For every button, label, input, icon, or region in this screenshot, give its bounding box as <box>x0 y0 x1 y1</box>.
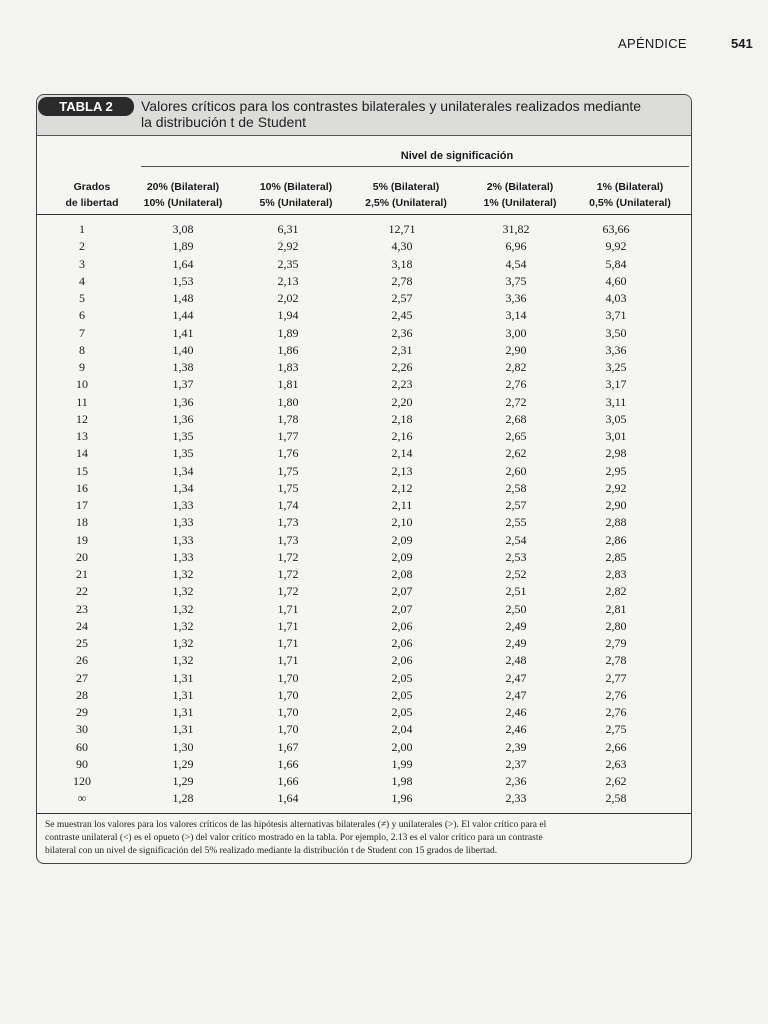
cell-10-bilateral: 1,72 <box>277 549 299 564</box>
table-row <box>37 411 691 428</box>
cell-2-bilateral: 2,33 <box>505 791 527 806</box>
cell-1-bilateral: 2,82 <box>605 584 627 599</box>
cell-degrees: 27 <box>76 670 88 685</box>
table-row <box>37 445 691 462</box>
cell-1-bilateral: 2,62 <box>605 774 627 788</box>
cell-20-bilateral: 1,29 <box>172 774 194 788</box>
cell-2-bilateral: 2,76 <box>505 377 527 392</box>
cell-20-bilateral: 1,48 <box>172 291 194 305</box>
cell-5-bilateral: 2,23 <box>391 377 413 392</box>
cell-20-bilateral: 3,08 <box>172 222 194 236</box>
cell-5-bilateral: 2,18 <box>391 411 413 426</box>
cell-1-bilateral: 3,36 <box>605 342 627 357</box>
cell-10-bilateral: 1,70 <box>277 687 299 702</box>
cell-2-bilateral: 2,47 <box>505 687 527 702</box>
cell-degrees: 20 <box>76 549 88 564</box>
cell-degrees: 8 <box>79 342 85 357</box>
cell-20-bilateral: 1,28 <box>172 791 194 806</box>
cell-20-bilateral: 1,29 <box>172 756 194 771</box>
running-head: APÉNDICE <box>618 36 687 51</box>
cell-degrees: 12 <box>76 411 88 426</box>
cell-1-bilateral: 2,83 <box>605 567 627 581</box>
column-header-20-bilateral <box>128 179 238 211</box>
cell-2-bilateral: 2,60 <box>505 463 527 478</box>
cell-degrees: 60 <box>76 739 88 754</box>
cell-20-bilateral: 1,36 <box>172 411 194 426</box>
footer-divider <box>37 813 691 814</box>
cell-degrees: 5 <box>79 291 85 305</box>
cell-2-bilateral: 2,90 <box>505 342 527 357</box>
cell-1-bilateral: 2,79 <box>605 636 627 650</box>
cell-10-bilateral: 1,70 <box>277 722 299 737</box>
cell-10-bilateral: 1,76 <box>277 446 299 461</box>
cell-5-bilateral: 2,14 <box>391 446 413 461</box>
cell-20-bilateral: 1,32 <box>172 601 194 616</box>
cell-2-bilateral: 2,51 <box>505 584 527 599</box>
column-header-line-1: 2% (Bilateral) <box>486 181 554 193</box>
cell-degrees: 28 <box>76 687 88 702</box>
table-row <box>37 221 691 238</box>
cell-5-bilateral: 2,05 <box>391 705 413 719</box>
table-row <box>37 756 691 773</box>
cell-20-bilateral: 1,32 <box>172 584 194 599</box>
table-row <box>37 721 691 738</box>
cell-2-bilateral: 2,62 <box>505 446 527 461</box>
column-header-line-2: 5% (Unilateral) <box>259 197 333 209</box>
cell-5-bilateral: 2,11 <box>391 498 413 512</box>
footnote-line: contraste unilateral (<) es el opueto (>) del valor crítico mostrado en la tabla. Por ejemplo, 2.13 es el valor crítico para un contraste <box>45 833 543 843</box>
cell-20-bilateral: 1,33 <box>172 515 194 530</box>
table-row <box>37 342 691 359</box>
cell-2-bilateral: 2,46 <box>505 705 527 719</box>
cell-10-bilateral: 1,71 <box>277 601 299 616</box>
cell-5-bilateral: 2,78 <box>391 273 413 288</box>
cell-2-bilateral: 2,47 <box>505 670 527 685</box>
cell-5-bilateral: 2,09 <box>391 532 413 547</box>
cell-2-bilateral: 2,82 <box>505 360 527 374</box>
cell-2-bilateral: 3,75 <box>505 273 527 288</box>
cell-10-bilateral: 1,66 <box>277 756 299 771</box>
cell-degrees: 18 <box>76 515 88 530</box>
table-title-line-2: la distribución t de Student <box>141 114 306 130</box>
table-row <box>37 635 691 652</box>
table-row <box>37 325 691 342</box>
cell-degrees: 15 <box>76 463 88 478</box>
cell-5-bilateral: 2,07 <box>391 601 413 616</box>
cell-5-bilateral: 2,08 <box>391 567 413 581</box>
table-row <box>37 618 691 635</box>
table-label-badge: TABLA 2 <box>38 97 134 116</box>
cell-5-bilateral: 12,71 <box>388 222 416 236</box>
cell-1-bilateral: 2,90 <box>605 498 627 512</box>
cell-1-bilateral: 5,84 <box>605 256 627 271</box>
table-row <box>37 601 691 618</box>
cell-degrees: 19 <box>76 532 88 547</box>
cell-degrees: 16 <box>76 480 88 495</box>
table-body <box>37 221 691 808</box>
cell-2-bilateral: 3,14 <box>505 308 527 323</box>
cell-1-bilateral: 2,85 <box>605 549 627 564</box>
cell-1-bilateral: 4,03 <box>605 291 627 305</box>
cell-5-bilateral: 1,98 <box>391 774 413 788</box>
page-header <box>0 36 768 56</box>
cell-10-bilateral: 1,89 <box>277 325 299 340</box>
cell-5-bilateral: 2,04 <box>391 722 413 737</box>
table-row <box>37 256 691 273</box>
cell-10-bilateral: 1,71 <box>277 653 299 668</box>
table-row <box>37 514 691 531</box>
cell-5-bilateral: 1,96 <box>391 791 413 806</box>
table-row <box>37 290 691 307</box>
cell-1-bilateral: 2,81 <box>605 601 627 616</box>
cell-10-bilateral: 1,67 <box>277 739 299 754</box>
cell-degrees: 9 <box>79 360 85 374</box>
cell-20-bilateral: 1,33 <box>172 549 194 564</box>
column-header-line-2: 1% (Unilateral) <box>483 197 557 209</box>
cell-10-bilateral: 1,78 <box>277 411 299 426</box>
cell-2-bilateral: 2,49 <box>505 618 527 633</box>
cell-20-bilateral: 1,89 <box>172 239 194 254</box>
cell-degrees: 3 <box>79 256 85 271</box>
cell-2-bilateral: 4,54 <box>505 256 527 271</box>
cell-2-bilateral: 2,39 <box>505 739 527 754</box>
cell-20-bilateral: 1,37 <box>172 377 194 392</box>
cell-1-bilateral: 3,05 <box>605 411 627 426</box>
footnote-line: Se muestran los valores para los valores críticos de las hipótesis alternativas bilaterales (≠) y unilaterales (>). El valor crítico para el <box>45 820 547 830</box>
table-row <box>37 549 691 566</box>
cell-5-bilateral: 2,05 <box>391 670 413 685</box>
cell-10-bilateral: 2,35 <box>277 256 299 271</box>
cell-10-bilateral: 1,94 <box>277 308 299 323</box>
cell-1-bilateral: 9,92 <box>605 239 627 254</box>
cell-20-bilateral: 1,32 <box>172 653 194 668</box>
cell-1-bilateral: 2,77 <box>605 670 627 685</box>
cell-2-bilateral: 2,50 <box>505 601 527 616</box>
cell-degrees: 24 <box>76 618 88 633</box>
cell-5-bilateral: 2,26 <box>391 360 413 374</box>
cell-degrees: 25 <box>76 636 88 650</box>
column-header-5-bilateral <box>351 179 461 211</box>
cell-1-bilateral: 3,50 <box>605 325 627 340</box>
table-row <box>37 652 691 669</box>
column-header-line-2: 0,5% (Unilateral) <box>589 197 671 209</box>
cell-20-bilateral: 1,31 <box>172 705 194 719</box>
cell-10-bilateral: 1,64 <box>277 791 299 806</box>
table-caption <box>37 95 691 136</box>
cell-20-bilateral: 1,35 <box>172 429 194 443</box>
cell-10-bilateral: 2,92 <box>277 239 299 254</box>
cell-2-bilateral: 2,36 <box>505 774 527 788</box>
cell-1-bilateral: 2,98 <box>605 446 627 461</box>
cell-10-bilateral: 1,70 <box>277 670 299 685</box>
cell-1-bilateral: 2,76 <box>605 687 627 702</box>
cell-degrees: 13 <box>76 429 88 443</box>
table-row <box>37 463 691 480</box>
cell-degrees: ∞ <box>77 791 87 806</box>
cell-1-bilateral: 3,11 <box>605 394 627 409</box>
table-row <box>37 359 691 376</box>
cell-2-bilateral: 3,00 <box>505 325 527 340</box>
cell-5-bilateral: 2,05 <box>391 687 413 702</box>
cell-2-bilateral: 2,72 <box>505 394 527 409</box>
column-header-1-bilateral <box>575 179 685 211</box>
table-row <box>37 376 691 393</box>
cell-5-bilateral: 2,06 <box>391 618 413 633</box>
cell-20-bilateral: 1,35 <box>172 446 194 461</box>
cell-degrees: 90 <box>76 756 88 771</box>
cell-degrees: 7 <box>79 325 85 340</box>
cell-5-bilateral: 2,07 <box>391 584 413 599</box>
cell-1-bilateral: 2,88 <box>605 515 627 530</box>
cell-1-bilateral: 2,78 <box>605 653 627 668</box>
cell-10-bilateral: 1,72 <box>277 584 299 599</box>
cell-1-bilateral: 2,92 <box>605 480 627 495</box>
cell-2-bilateral: 2,54 <box>505 532 527 547</box>
cell-2-bilateral: 2,55 <box>505 515 527 530</box>
cell-1-bilateral: 2,66 <box>605 739 627 754</box>
cell-10-bilateral: 1,75 <box>277 463 299 478</box>
cell-1-bilateral: 2,76 <box>605 705 627 719</box>
cell-20-bilateral: 1,36 <box>172 394 194 409</box>
cell-20-bilateral: 1,32 <box>172 618 194 633</box>
cell-degrees: 29 <box>76 705 88 719</box>
cell-10-bilateral: 2,13 <box>277 273 299 288</box>
table-row <box>37 394 691 411</box>
cell-2-bilateral: 3,36 <box>505 291 527 305</box>
cell-5-bilateral: 2,09 <box>391 549 413 564</box>
cell-1-bilateral: 2,75 <box>605 722 627 737</box>
cell-2-bilateral: 6,96 <box>505 239 527 254</box>
cell-degrees: 4 <box>79 273 85 288</box>
cell-degrees: 6 <box>79 308 85 323</box>
cell-degrees: 23 <box>76 601 88 616</box>
cell-2-bilateral: 2,46 <box>505 722 527 737</box>
cell-10-bilateral: 6,31 <box>277 222 299 236</box>
cell-20-bilateral: 1,31 <box>172 670 194 685</box>
cell-20-bilateral: 1,30 <box>172 739 194 754</box>
cell-10-bilateral: 1,83 <box>277 360 299 374</box>
cell-20-bilateral: 1,44 <box>172 308 194 323</box>
cell-10-bilateral: 1,70 <box>277 705 299 719</box>
cell-10-bilateral: 1,75 <box>277 480 299 495</box>
table-row <box>37 238 691 255</box>
cell-5-bilateral: 4,30 <box>391 239 413 254</box>
cell-degrees: 17 <box>76 498 88 512</box>
cell-20-bilateral: 1,38 <box>172 360 194 374</box>
cell-2-bilateral: 2,53 <box>505 549 527 564</box>
cell-5-bilateral: 2,45 <box>391 308 413 323</box>
cell-degrees: 1 <box>79 222 85 236</box>
cell-10-bilateral: 1,86 <box>277 342 299 357</box>
cell-10-bilateral: 1,74 <box>277 498 299 512</box>
cell-10-bilateral: 1,81 <box>277 377 299 392</box>
cell-2-bilateral: 2,49 <box>505 636 527 650</box>
cell-2-bilateral: 31,82 <box>502 222 530 236</box>
footnote-line: bilateral con un nivel de significación del 5% realizado mediante la distribución t de Student con 15 grados de libertad. <box>45 846 498 856</box>
cell-10-bilateral: 1,73 <box>277 532 299 547</box>
table-title <box>141 98 681 130</box>
cell-degrees: 21 <box>76 567 88 581</box>
table-title-line-1: Valores críticos para los contrastes bilaterales y unilaterales realizados mediante <box>141 98 642 114</box>
cell-2-bilateral: 2,37 <box>505 756 527 771</box>
cell-1-bilateral: 3,01 <box>605 429 627 443</box>
cell-1-bilateral: 2,95 <box>605 463 627 478</box>
table-row <box>37 566 691 583</box>
cell-1-bilateral: 3,25 <box>605 360 627 374</box>
critical-values-table <box>36 94 692 864</box>
cell-5-bilateral: 1,99 <box>391 756 413 771</box>
cell-5-bilateral: 2,20 <box>391 394 413 409</box>
cell-degrees: 30 <box>76 722 88 737</box>
cell-5-bilateral: 2,06 <box>391 636 413 650</box>
cell-5-bilateral: 2,00 <box>391 739 413 754</box>
table-row <box>37 273 691 290</box>
cell-5-bilateral: 2,16 <box>391 429 413 443</box>
table-row <box>37 687 691 704</box>
page-number: 541 <box>731 36 753 51</box>
table-row <box>37 704 691 721</box>
cell-1-bilateral: 2,63 <box>605 756 627 771</box>
cell-degrees: 14 <box>76 446 88 461</box>
column-header-line-1: 1% (Bilateral) <box>596 181 664 193</box>
cell-20-bilateral: 1,31 <box>172 722 194 737</box>
cell-5-bilateral: 2,31 <box>391 342 413 357</box>
cell-degrees: 120 <box>73 774 91 788</box>
table-row <box>37 480 691 497</box>
cell-20-bilateral: 1,32 <box>172 567 194 581</box>
table-row <box>37 790 691 807</box>
table-row <box>37 428 691 445</box>
cell-1-bilateral: 2,86 <box>605 532 627 547</box>
cell-1-bilateral: 2,58 <box>605 791 627 806</box>
cell-2-bilateral: 2,52 <box>505 567 527 581</box>
cell-5-bilateral: 2,36 <box>391 325 413 340</box>
cell-1-bilateral: 3,17 <box>605 377 627 392</box>
cell-1-bilateral: 4,60 <box>605 273 627 288</box>
cell-degrees: 26 <box>76 653 88 668</box>
cell-5-bilateral: 2,10 <box>391 515 413 530</box>
table-row <box>37 307 691 324</box>
cell-1-bilateral: 3,71 <box>605 308 627 323</box>
cell-10-bilateral: 1,66 <box>277 774 299 788</box>
cell-5-bilateral: 2,57 <box>391 291 413 305</box>
cell-1-bilateral: 63,66 <box>602 222 630 236</box>
column-header-line-2: de libertad <box>65 197 119 209</box>
cell-1-bilateral: 2,80 <box>605 618 627 633</box>
cell-20-bilateral: 1,34 <box>172 480 194 495</box>
cell-20-bilateral: 1,31 <box>172 687 194 702</box>
cell-degrees: 10 <box>76 377 88 392</box>
table-row <box>37 497 691 514</box>
cell-degrees: 22 <box>76 584 88 599</box>
cell-10-bilateral: 2,02 <box>277 291 299 305</box>
column-header-line-2: 2,5% (Unilateral) <box>365 197 447 209</box>
cell-20-bilateral: 1,34 <box>172 463 194 478</box>
table-row <box>37 739 691 756</box>
cell-20-bilateral: 1,40 <box>172 342 194 357</box>
cell-2-bilateral: 2,57 <box>505 498 527 512</box>
cell-10-bilateral: 1,73 <box>277 515 299 530</box>
column-header-line-1: 20% (Bilateral) <box>146 181 220 193</box>
cell-20-bilateral: 1,32 <box>172 636 194 650</box>
table-footnote <box>45 819 685 858</box>
column-header-2-bilateral <box>465 179 575 211</box>
column-header-line-1: Grados <box>73 181 111 193</box>
cell-2-bilateral: 2,68 <box>505 411 527 426</box>
cell-5-bilateral: 3,18 <box>391 256 413 271</box>
significance-divider <box>141 166 689 167</box>
cell-10-bilateral: 1,77 <box>277 429 299 443</box>
column-header-line-1: 5% (Bilateral) <box>372 181 440 193</box>
cell-20-bilateral: 1,33 <box>172 532 194 547</box>
cell-10-bilateral: 1,80 <box>277 394 299 409</box>
header-divider <box>37 214 691 215</box>
cell-20-bilateral: 1,64 <box>172 256 194 271</box>
table-row <box>37 532 691 549</box>
table-row <box>37 670 691 687</box>
column-header-line-2: 10% (Unilateral) <box>143 197 223 209</box>
cell-degrees: 11 <box>76 394 88 409</box>
significance-level-header: Nivel de significación <box>400 150 514 162</box>
cell-10-bilateral: 1,71 <box>277 636 299 650</box>
cell-10-bilateral: 1,71 <box>277 618 299 633</box>
cell-degrees: 2 <box>79 239 85 254</box>
table-row <box>37 773 691 790</box>
column-header-line-1: 10% (Bilateral) <box>259 181 333 193</box>
cell-5-bilateral: 2,13 <box>391 463 413 478</box>
table-row <box>37 583 691 600</box>
cell-20-bilateral: 1,41 <box>172 325 194 340</box>
cell-2-bilateral: 2,48 <box>505 653 527 668</box>
cell-2-bilateral: 2,65 <box>505 429 527 443</box>
cell-2-bilateral: 2,58 <box>505 480 527 495</box>
cell-5-bilateral: 2,12 <box>391 480 413 495</box>
column-header-10-bilateral <box>241 179 351 211</box>
cell-10-bilateral: 1,72 <box>277 567 299 581</box>
cell-5-bilateral: 2,06 <box>391 653 413 668</box>
cell-20-bilateral: 1,53 <box>172 273 194 288</box>
cell-20-bilateral: 1,33 <box>172 498 194 512</box>
